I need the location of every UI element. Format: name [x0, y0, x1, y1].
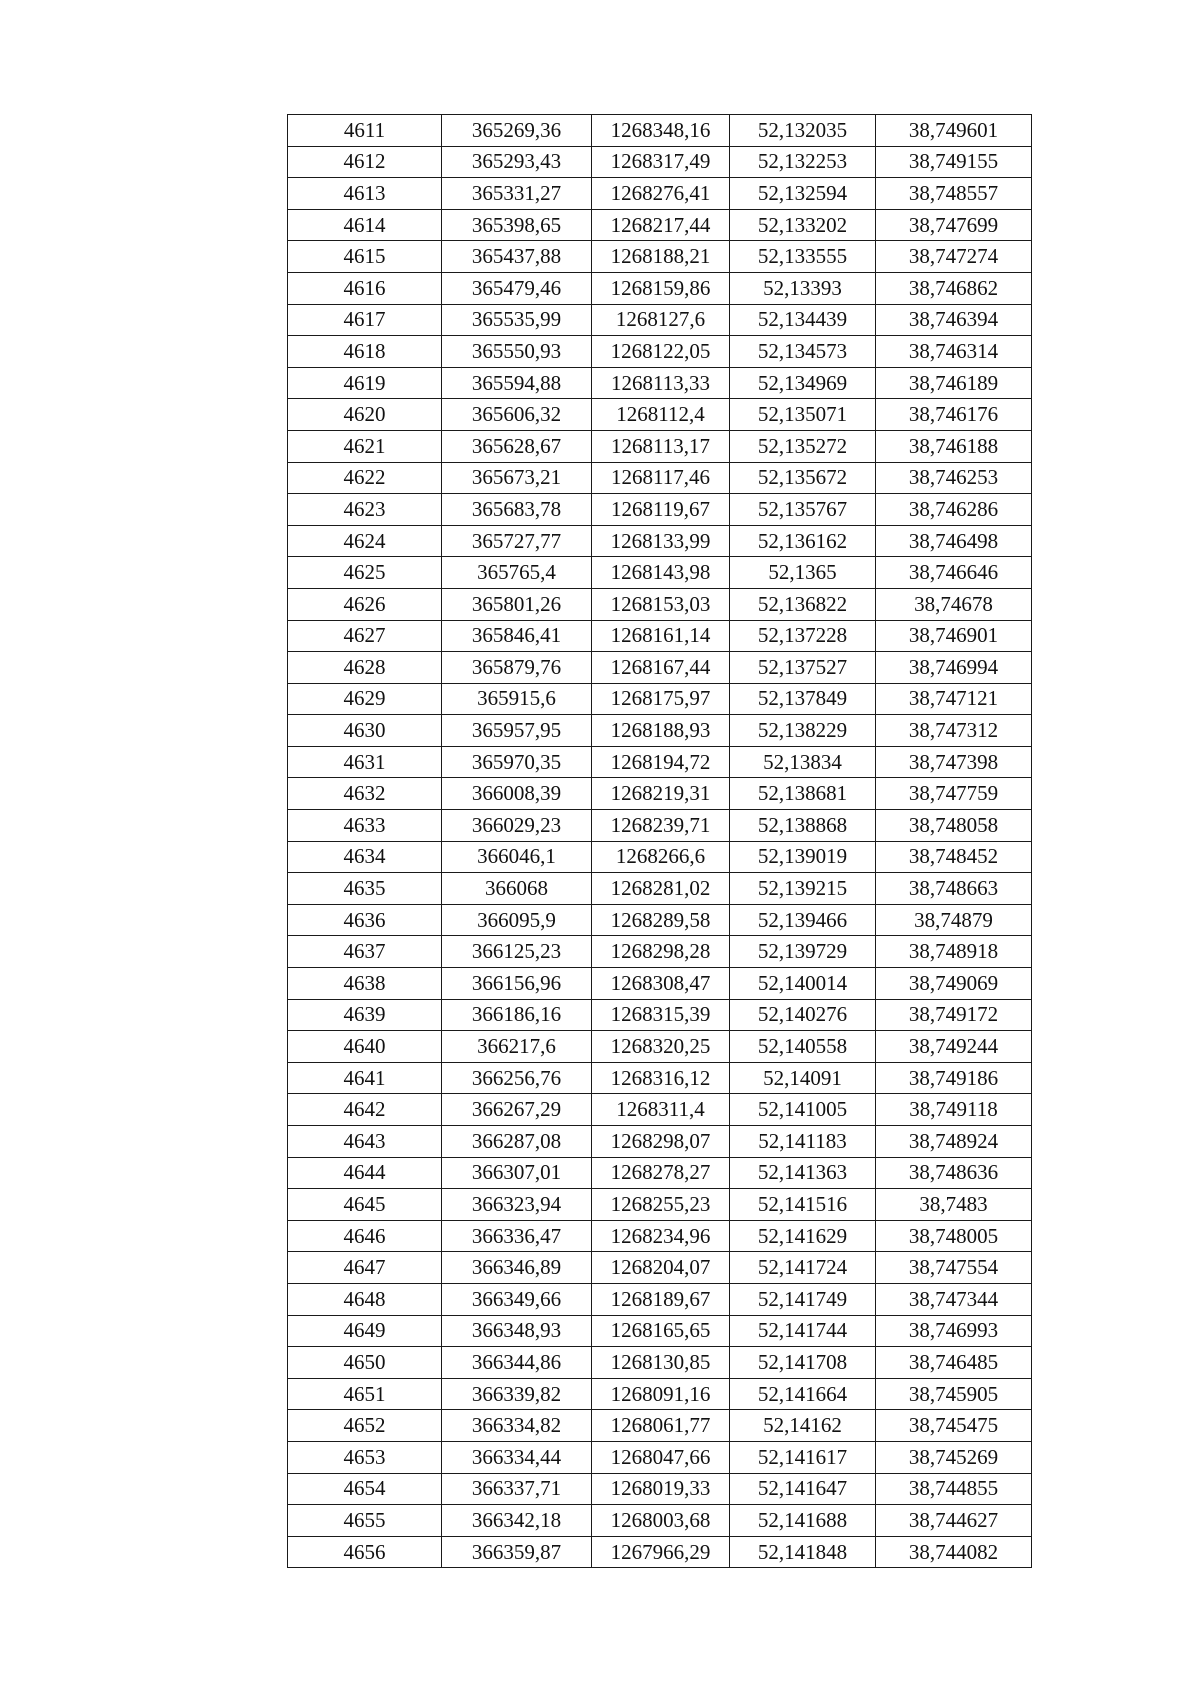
point-number-cell: 4631 — [288, 746, 442, 778]
longitude-cell: 38,748636 — [876, 1157, 1032, 1189]
y-coordinate-cell: 1268159,86 — [592, 272, 730, 304]
longitude-cell: 38,748924 — [876, 1126, 1032, 1158]
x-coordinate-cell: 365550,93 — [442, 336, 592, 368]
x-coordinate-cell: 366334,82 — [442, 1410, 592, 1442]
point-number-cell: 4626 — [288, 588, 442, 620]
latitude-cell: 52,141724 — [730, 1252, 876, 1284]
longitude-cell: 38,749155 — [876, 146, 1032, 178]
y-coordinate-cell: 1268188,93 — [592, 715, 730, 747]
latitude-cell: 52,137849 — [730, 683, 876, 715]
y-coordinate-cell: 1268317,49 — [592, 146, 730, 178]
y-coordinate-cell: 1268175,97 — [592, 683, 730, 715]
x-coordinate-cell: 365970,35 — [442, 746, 592, 778]
y-coordinate-cell: 1268047,66 — [592, 1441, 730, 1473]
point-number-cell: 4615 — [288, 241, 442, 273]
point-number-cell: 4624 — [288, 525, 442, 557]
y-coordinate-cell: 1268091,16 — [592, 1378, 730, 1410]
x-coordinate-cell: 366323,94 — [442, 1189, 592, 1221]
table-row — [288, 1094, 1032, 1126]
point-number-cell: 4627 — [288, 620, 442, 652]
longitude-cell: 38,746498 — [876, 525, 1032, 557]
latitude-cell: 52,14162 — [730, 1410, 876, 1442]
latitude-cell: 52,141647 — [730, 1473, 876, 1505]
point-number-cell: 4642 — [288, 1094, 442, 1126]
table-row — [288, 1220, 1032, 1252]
longitude-cell: 38,748452 — [876, 841, 1032, 873]
latitude-cell: 52,134969 — [730, 367, 876, 399]
longitude-cell: 38,747554 — [876, 1252, 1032, 1284]
table-row — [288, 904, 1032, 936]
y-coordinate-cell: 1268127,6 — [592, 304, 730, 336]
y-coordinate-cell: 1268217,44 — [592, 209, 730, 241]
longitude-cell: 38,746188 — [876, 430, 1032, 462]
table-row — [288, 1126, 1032, 1158]
point-number-cell: 4643 — [288, 1126, 442, 1158]
point-number-cell: 4616 — [288, 272, 442, 304]
y-coordinate-cell: 1267966,29 — [592, 1536, 730, 1568]
x-coordinate-cell: 365683,78 — [442, 494, 592, 526]
table-row — [288, 746, 1032, 778]
latitude-cell: 52,137527 — [730, 652, 876, 684]
latitude-cell: 52,141848 — [730, 1536, 876, 1568]
x-coordinate-cell: 365801,26 — [442, 588, 592, 620]
y-coordinate-cell: 1268281,02 — [592, 873, 730, 905]
x-coordinate-cell: 366342,18 — [442, 1505, 592, 1537]
longitude-cell: 38,746993 — [876, 1315, 1032, 1347]
latitude-cell: 52,138868 — [730, 810, 876, 842]
x-coordinate-cell: 366029,23 — [442, 810, 592, 842]
longitude-cell: 38,74678 — [876, 588, 1032, 620]
x-coordinate-cell: 365606,32 — [442, 399, 592, 431]
point-number-cell: 4646 — [288, 1220, 442, 1252]
x-coordinate-cell: 366346,89 — [442, 1252, 592, 1284]
y-coordinate-cell: 1268194,72 — [592, 746, 730, 778]
longitude-cell: 38,747312 — [876, 715, 1032, 747]
y-coordinate-cell: 1268143,98 — [592, 557, 730, 589]
latitude-cell: 52,141183 — [730, 1126, 876, 1158]
y-coordinate-cell: 1268239,71 — [592, 810, 730, 842]
latitude-cell: 52,138681 — [730, 778, 876, 810]
latitude-cell: 52,135071 — [730, 399, 876, 431]
point-number-cell: 4649 — [288, 1315, 442, 1347]
latitude-cell: 52,139019 — [730, 841, 876, 873]
longitude-cell: 38,746286 — [876, 494, 1032, 526]
point-number-cell: 4629 — [288, 683, 442, 715]
point-number-cell: 4645 — [288, 1189, 442, 1221]
x-coordinate-cell: 366336,47 — [442, 1220, 592, 1252]
point-number-cell: 4621 — [288, 430, 442, 462]
x-coordinate-cell: 366068 — [442, 873, 592, 905]
x-coordinate-cell: 366008,39 — [442, 778, 592, 810]
latitude-cell: 52,139215 — [730, 873, 876, 905]
y-coordinate-cell: 1268219,31 — [592, 778, 730, 810]
y-coordinate-cell: 1268298,28 — [592, 936, 730, 968]
point-number-cell: 4630 — [288, 715, 442, 747]
x-coordinate-cell: 366307,01 — [442, 1157, 592, 1189]
point-number-cell: 4634 — [288, 841, 442, 873]
point-number-cell: 4632 — [288, 778, 442, 810]
x-coordinate-cell: 365331,27 — [442, 178, 592, 210]
latitude-cell: 52,141617 — [730, 1441, 876, 1473]
longitude-cell: 38,746485 — [876, 1347, 1032, 1379]
point-number-cell: 4653 — [288, 1441, 442, 1473]
longitude-cell: 38,747274 — [876, 241, 1032, 273]
latitude-cell: 52,139729 — [730, 936, 876, 968]
y-coordinate-cell: 1268311,4 — [592, 1094, 730, 1126]
point-number-cell: 4628 — [288, 652, 442, 684]
x-coordinate-cell: 365765,4 — [442, 557, 592, 589]
x-coordinate-cell: 365628,67 — [442, 430, 592, 462]
point-number-cell: 4635 — [288, 873, 442, 905]
longitude-cell: 38,749118 — [876, 1094, 1032, 1126]
point-number-cell: 4622 — [288, 462, 442, 494]
longitude-cell: 38,746253 — [876, 462, 1032, 494]
y-coordinate-cell: 1268266,6 — [592, 841, 730, 873]
y-coordinate-cell: 1268188,21 — [592, 241, 730, 273]
y-coordinate-cell: 1268003,68 — [592, 1505, 730, 1537]
y-coordinate-cell: 1268320,25 — [592, 1031, 730, 1063]
y-coordinate-cell: 1268113,33 — [592, 367, 730, 399]
y-coordinate-cell: 1268308,47 — [592, 968, 730, 1000]
point-number-cell: 4614 — [288, 209, 442, 241]
table-row — [288, 178, 1032, 210]
y-coordinate-cell: 1268130,85 — [592, 1347, 730, 1379]
table-row — [288, 1189, 1032, 1221]
latitude-cell: 52,135272 — [730, 430, 876, 462]
x-coordinate-cell: 366359,87 — [442, 1536, 592, 1568]
y-coordinate-cell: 1268234,96 — [592, 1220, 730, 1252]
table-row — [288, 936, 1032, 968]
longitude-cell: 38,746901 — [876, 620, 1032, 652]
table-row — [288, 462, 1032, 494]
latitude-cell: 52,13834 — [730, 746, 876, 778]
latitude-cell: 52,141516 — [730, 1189, 876, 1221]
latitude-cell: 52,135672 — [730, 462, 876, 494]
table-row — [288, 683, 1032, 715]
x-coordinate-cell: 366339,82 — [442, 1378, 592, 1410]
longitude-cell: 38,748918 — [876, 936, 1032, 968]
table-row — [288, 715, 1032, 747]
latitude-cell: 52,134573 — [730, 336, 876, 368]
latitude-cell: 52,137228 — [730, 620, 876, 652]
point-number-cell: 4633 — [288, 810, 442, 842]
longitude-cell: 38,746394 — [876, 304, 1032, 336]
table-row — [288, 873, 1032, 905]
latitude-cell: 52,141629 — [730, 1220, 876, 1252]
longitude-cell: 38,745905 — [876, 1378, 1032, 1410]
x-coordinate-cell: 365727,77 — [442, 525, 592, 557]
point-number-cell: 4639 — [288, 999, 442, 1031]
longitude-cell: 38,745269 — [876, 1441, 1032, 1473]
longitude-cell: 38,747699 — [876, 209, 1032, 241]
longitude-cell: 38,748557 — [876, 178, 1032, 210]
longitude-cell: 38,748058 — [876, 810, 1032, 842]
coordinates-table — [287, 114, 1032, 1568]
longitude-cell: 38,744082 — [876, 1536, 1032, 1568]
latitude-cell: 52,14091 — [730, 1062, 876, 1094]
latitude-cell: 52,140014 — [730, 968, 876, 1000]
x-coordinate-cell: 366156,96 — [442, 968, 592, 1000]
y-coordinate-cell: 1268061,77 — [592, 1410, 730, 1442]
point-number-cell: 4640 — [288, 1031, 442, 1063]
latitude-cell: 52,133202 — [730, 209, 876, 241]
x-coordinate-cell: 366344,86 — [442, 1347, 592, 1379]
coordinates-table-body — [288, 115, 1032, 1568]
point-number-cell: 4625 — [288, 557, 442, 589]
table-row — [288, 1283, 1032, 1315]
x-coordinate-cell: 366046,1 — [442, 841, 592, 873]
x-coordinate-cell: 366186,16 — [442, 999, 592, 1031]
table-row — [288, 1062, 1032, 1094]
x-coordinate-cell: 366348,93 — [442, 1315, 592, 1347]
y-coordinate-cell: 1268167,44 — [592, 652, 730, 684]
point-number-cell: 4641 — [288, 1062, 442, 1094]
y-coordinate-cell: 1268153,03 — [592, 588, 730, 620]
y-coordinate-cell: 1268276,41 — [592, 178, 730, 210]
x-coordinate-cell: 365535,99 — [442, 304, 592, 336]
table-row — [288, 1441, 1032, 1473]
point-number-cell: 4656 — [288, 1536, 442, 1568]
longitude-cell: 38,749601 — [876, 115, 1032, 147]
table-row — [288, 999, 1032, 1031]
point-number-cell: 4623 — [288, 494, 442, 526]
longitude-cell: 38,749172 — [876, 999, 1032, 1031]
longitude-cell: 38,744855 — [876, 1473, 1032, 1505]
x-coordinate-cell: 366267,29 — [442, 1094, 592, 1126]
table-row — [288, 272, 1032, 304]
table-row — [288, 1410, 1032, 1442]
x-coordinate-cell: 365594,88 — [442, 367, 592, 399]
x-coordinate-cell: 365479,46 — [442, 272, 592, 304]
table-row — [288, 810, 1032, 842]
y-coordinate-cell: 1268112,4 — [592, 399, 730, 431]
point-number-cell: 4648 — [288, 1283, 442, 1315]
point-number-cell: 4636 — [288, 904, 442, 936]
y-coordinate-cell: 1268204,07 — [592, 1252, 730, 1284]
y-coordinate-cell: 1268165,65 — [592, 1315, 730, 1347]
table-row — [288, 588, 1032, 620]
y-coordinate-cell: 1268298,07 — [592, 1126, 730, 1158]
latitude-cell: 52,140558 — [730, 1031, 876, 1063]
latitude-cell: 52,141363 — [730, 1157, 876, 1189]
x-coordinate-cell: 366334,44 — [442, 1441, 592, 1473]
x-coordinate-cell: 365293,43 — [442, 146, 592, 178]
longitude-cell: 38,748663 — [876, 873, 1032, 905]
x-coordinate-cell: 365437,88 — [442, 241, 592, 273]
longitude-cell: 38,749069 — [876, 968, 1032, 1000]
latitude-cell: 52,138229 — [730, 715, 876, 747]
table-row — [288, 1157, 1032, 1189]
x-coordinate-cell: 366256,76 — [442, 1062, 592, 1094]
table-row — [288, 1505, 1032, 1537]
y-coordinate-cell: 1268133,99 — [592, 525, 730, 557]
point-number-cell: 4620 — [288, 399, 442, 431]
y-coordinate-cell: 1268189,67 — [592, 1283, 730, 1315]
longitude-cell: 38,746189 — [876, 367, 1032, 399]
longitude-cell: 38,746862 — [876, 272, 1032, 304]
x-coordinate-cell: 366287,08 — [442, 1126, 592, 1158]
y-coordinate-cell: 1268122,05 — [592, 336, 730, 368]
point-number-cell: 4647 — [288, 1252, 442, 1284]
latitude-cell: 52,133555 — [730, 241, 876, 273]
y-coordinate-cell: 1268117,46 — [592, 462, 730, 494]
latitude-cell: 52,132594 — [730, 178, 876, 210]
x-coordinate-cell: 366125,23 — [442, 936, 592, 968]
table-row — [288, 146, 1032, 178]
latitude-cell: 52,141744 — [730, 1315, 876, 1347]
latitude-cell: 52,136162 — [730, 525, 876, 557]
table-row — [288, 557, 1032, 589]
point-number-cell: 4618 — [288, 336, 442, 368]
point-number-cell: 4650 — [288, 1347, 442, 1379]
x-coordinate-cell: 365398,65 — [442, 209, 592, 241]
x-coordinate-cell: 365846,41 — [442, 620, 592, 652]
x-coordinate-cell: 365879,76 — [442, 652, 592, 684]
y-coordinate-cell: 1268348,16 — [592, 115, 730, 147]
point-number-cell: 4619 — [288, 367, 442, 399]
longitude-cell: 38,749186 — [876, 1062, 1032, 1094]
x-coordinate-cell: 365269,36 — [442, 115, 592, 147]
table-row — [288, 1536, 1032, 1568]
table-row — [288, 1315, 1032, 1347]
x-coordinate-cell: 365957,95 — [442, 715, 592, 747]
y-coordinate-cell: 1268161,14 — [592, 620, 730, 652]
table-row — [288, 525, 1032, 557]
point-number-cell: 4652 — [288, 1410, 442, 1442]
latitude-cell: 52,132253 — [730, 146, 876, 178]
y-coordinate-cell: 1268316,12 — [592, 1062, 730, 1094]
latitude-cell: 52,139466 — [730, 904, 876, 936]
y-coordinate-cell: 1268278,27 — [592, 1157, 730, 1189]
table-row — [288, 241, 1032, 273]
table-row — [288, 115, 1032, 147]
longitude-cell: 38,747398 — [876, 746, 1032, 778]
latitude-cell: 52,132035 — [730, 115, 876, 147]
longitude-cell: 38,746994 — [876, 652, 1032, 684]
table-row — [288, 209, 1032, 241]
point-number-cell: 4612 — [288, 146, 442, 178]
longitude-cell: 38,74879 — [876, 904, 1032, 936]
table-row — [288, 399, 1032, 431]
x-coordinate-cell: 366095,9 — [442, 904, 592, 936]
table-row — [288, 1031, 1032, 1063]
latitude-cell: 52,135767 — [730, 494, 876, 526]
latitude-cell: 52,141749 — [730, 1283, 876, 1315]
table-row — [288, 620, 1032, 652]
y-coordinate-cell: 1268113,17 — [592, 430, 730, 462]
point-number-cell: 4613 — [288, 178, 442, 210]
longitude-cell: 38,747121 — [876, 683, 1032, 715]
x-coordinate-cell: 366217,6 — [442, 1031, 592, 1063]
point-number-cell: 4655 — [288, 1505, 442, 1537]
latitude-cell: 52,134439 — [730, 304, 876, 336]
table-row — [288, 652, 1032, 684]
table-row — [288, 494, 1032, 526]
longitude-cell: 38,746314 — [876, 336, 1032, 368]
y-coordinate-cell: 1268255,23 — [592, 1189, 730, 1221]
y-coordinate-cell: 1268119,67 — [592, 494, 730, 526]
table-row — [288, 778, 1032, 810]
point-number-cell: 4617 — [288, 304, 442, 336]
point-number-cell: 4637 — [288, 936, 442, 968]
longitude-cell: 38,745475 — [876, 1410, 1032, 1442]
table-row — [288, 1347, 1032, 1379]
longitude-cell: 38,744627 — [876, 1505, 1032, 1537]
x-coordinate-cell: 366349,66 — [442, 1283, 592, 1315]
point-number-cell: 4644 — [288, 1157, 442, 1189]
point-number-cell: 4654 — [288, 1473, 442, 1505]
latitude-cell: 52,141708 — [730, 1347, 876, 1379]
longitude-cell: 38,749244 — [876, 1031, 1032, 1063]
point-number-cell: 4638 — [288, 968, 442, 1000]
table-row — [288, 336, 1032, 368]
table-row — [288, 367, 1032, 399]
longitude-cell: 38,746646 — [876, 557, 1032, 589]
point-number-cell: 4651 — [288, 1378, 442, 1410]
latitude-cell: 52,136822 — [730, 588, 876, 620]
longitude-cell: 38,746176 — [876, 399, 1032, 431]
x-coordinate-cell: 366337,71 — [442, 1473, 592, 1505]
table-row — [288, 1378, 1032, 1410]
longitude-cell: 38,7483 — [876, 1189, 1032, 1221]
y-coordinate-cell: 1268315,39 — [592, 999, 730, 1031]
table-row — [288, 968, 1032, 1000]
x-coordinate-cell: 365915,6 — [442, 683, 592, 715]
table-row — [288, 1473, 1032, 1505]
latitude-cell: 52,141664 — [730, 1378, 876, 1410]
longitude-cell: 38,747759 — [876, 778, 1032, 810]
longitude-cell: 38,747344 — [876, 1283, 1032, 1315]
latitude-cell: 52,13393 — [730, 272, 876, 304]
latitude-cell: 52,140276 — [730, 999, 876, 1031]
longitude-cell: 38,748005 — [876, 1220, 1032, 1252]
latitude-cell: 52,1365 — [730, 557, 876, 589]
latitude-cell: 52,141688 — [730, 1505, 876, 1537]
table-row — [288, 1252, 1032, 1284]
table-row — [288, 304, 1032, 336]
x-coordinate-cell: 365673,21 — [442, 462, 592, 494]
y-coordinate-cell: 1268289,58 — [592, 904, 730, 936]
table-row — [288, 430, 1032, 462]
point-number-cell: 4611 — [288, 115, 442, 147]
latitude-cell: 52,141005 — [730, 1094, 876, 1126]
y-coordinate-cell: 1268019,33 — [592, 1473, 730, 1505]
table-row — [288, 841, 1032, 873]
